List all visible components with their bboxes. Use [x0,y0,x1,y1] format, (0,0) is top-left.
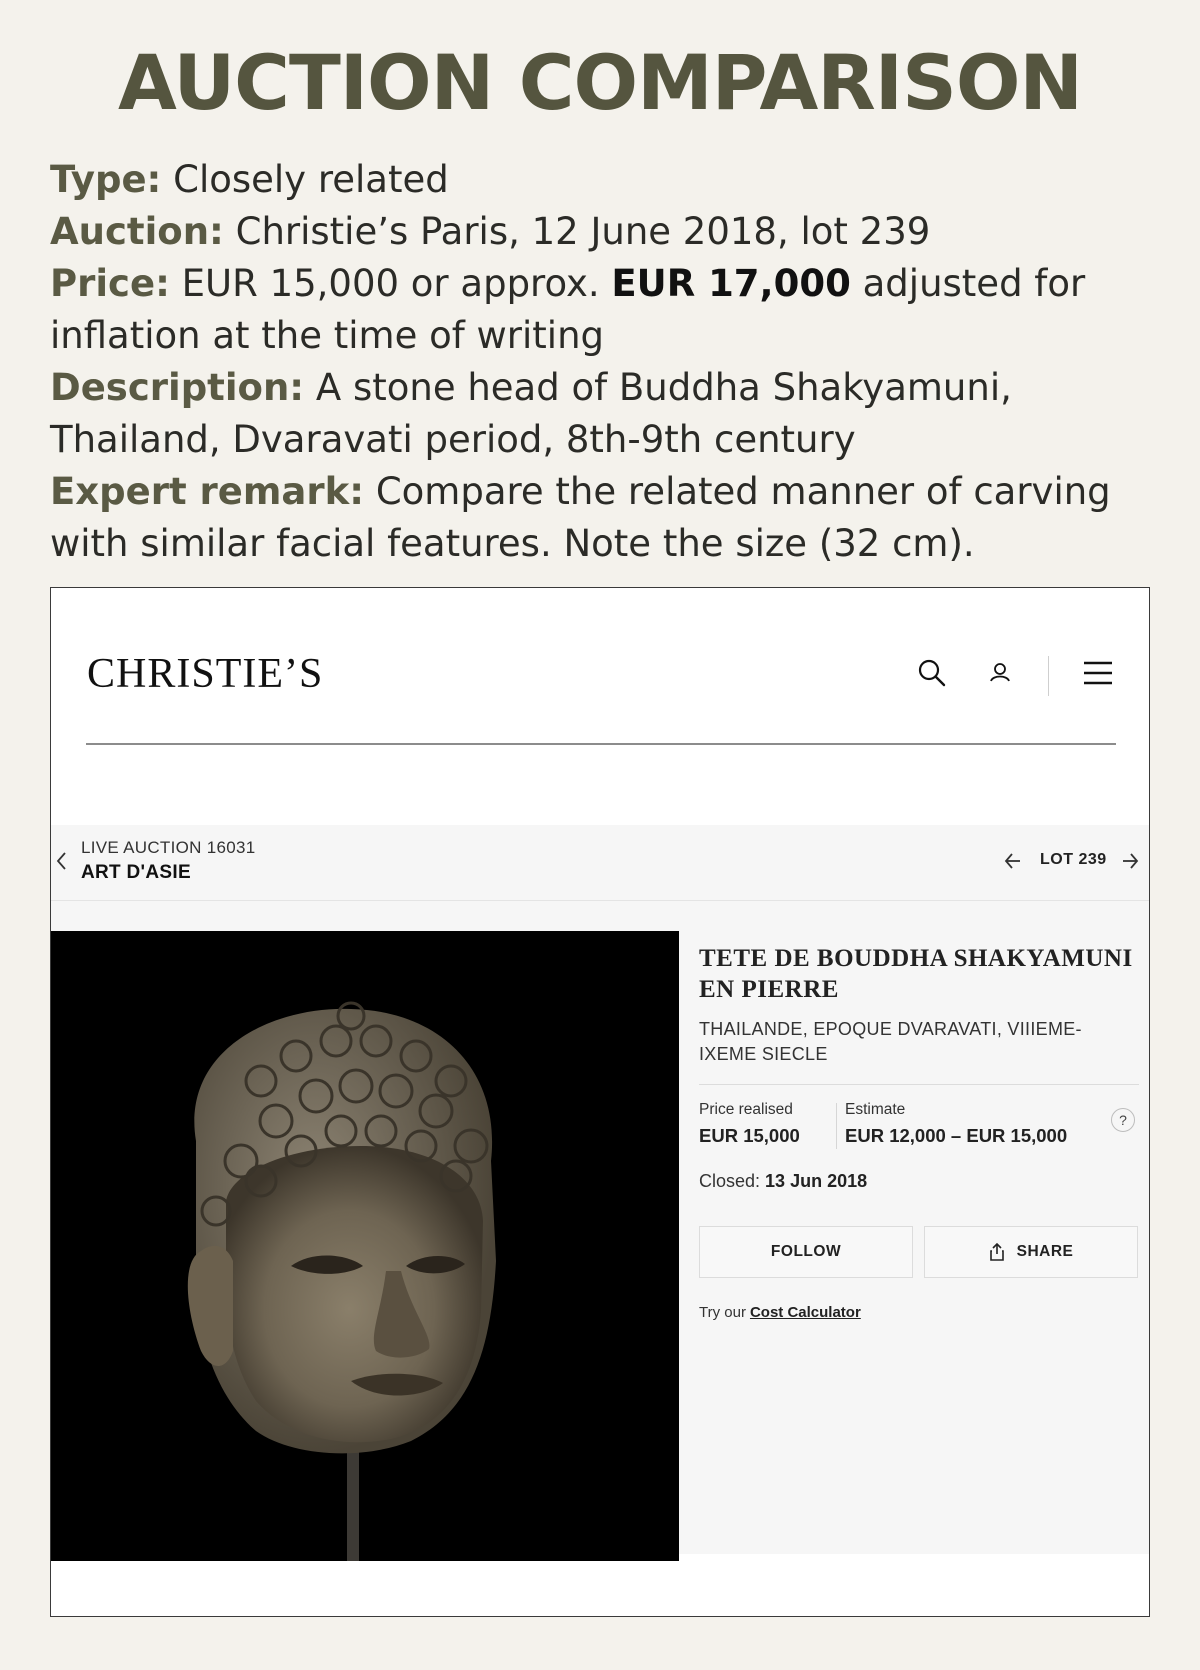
estimate-value: EUR 12,000 – EUR 15,000 [845,1125,1068,1146]
next-lot-arrow-icon[interactable] [1120,849,1140,873]
page-title: AUCTION COMPARISON [117,38,1083,127]
price-divider [836,1103,837,1149]
type-label: Type: [50,158,162,201]
account-icon[interactable] [985,658,1015,688]
price-realised [699,1101,800,1147]
type-line [50,154,1160,206]
header-rule [86,743,1116,745]
price-line [50,258,1160,362]
lot-subtitle: THAILANDE, EPOQUE DVARAVATI, VIIIEME-IXEME SIECLE [699,1019,1082,1064]
remark-label: Expert remark: [50,470,365,513]
closed-label: Closed: [699,1171,761,1191]
follow-label: FOLLOW [770,1243,842,1260]
price-realised-label: Price realised [699,1101,793,1118]
previous-lot-arrow-icon[interactable] [1003,849,1023,873]
header-divider [1048,656,1049,696]
back-chevron-icon[interactable] [55,849,69,873]
description-label: Description: [50,366,305,409]
description-value: A stone head of Buddha Shakyamuni, Thailand, Dvaravati period, 8th-9th century [50,366,1012,461]
auction-value: Christie’s Paris, 12 June 2018, lot 239 [235,210,931,253]
remark-value: Compare the related manner of carving with similar facial features. Note the size (32 cm). [50,470,1111,565]
auction-line [50,206,1160,258]
price-value: EUR 15,000 or approx. [181,262,600,305]
action-buttons [699,1226,1139,1280]
cost-calculator-prompt [699,1304,1139,1321]
search-icon[interactable] [917,658,947,688]
menu-icon[interactable] [1083,658,1113,688]
description-line [50,362,1160,466]
lot-navigation-bar [51,825,1150,901]
auction-label: Auction: [50,210,224,253]
closed-value: 13 Jun 2018 [765,1171,868,1191]
remark-line [50,466,1160,570]
buddha-head-photo[interactable] [51,931,679,1561]
sale-name[interactable]: ART D'ASIE [81,862,191,883]
share-button[interactable] [924,1226,1138,1278]
closed-date [699,1171,1139,1192]
lot-number: LOT 239 [1040,851,1107,868]
details-divider [699,1084,1139,1085]
price-label: Price: [50,262,170,305]
estimate-label: Estimate [845,1101,906,1118]
christies-logo[interactable]: CHRISTIE’S [87,651,324,697]
type-value: Closely related [173,158,449,201]
inflation-price: EUR 17,000 [611,262,851,305]
share-label: SHARE [1016,1243,1074,1260]
price-block [699,1101,1139,1171]
price-note: adjusted for inflation at the time of writing [50,262,1086,357]
cost-calculator-link[interactable]: Cost Calculator [749,1304,861,1321]
estimate [845,1101,1067,1147]
price-realised-value: EUR 15,000 [699,1125,800,1146]
lot-details [699,943,1139,1321]
auction-number[interactable]: LIVE AUCTION 16031 [81,838,256,857]
lot-title: TETE DE BOUDDHA SHAKYAMUNI EN PIERRE [699,945,1133,1003]
help-icon[interactable]: ? [1111,1108,1135,1132]
try-text: Try our [699,1304,746,1321]
follow-button[interactable] [699,1226,913,1278]
christies-screenshot [50,587,1150,1617]
comparison-info [50,154,1160,570]
share-icon [989,1243,1005,1261]
